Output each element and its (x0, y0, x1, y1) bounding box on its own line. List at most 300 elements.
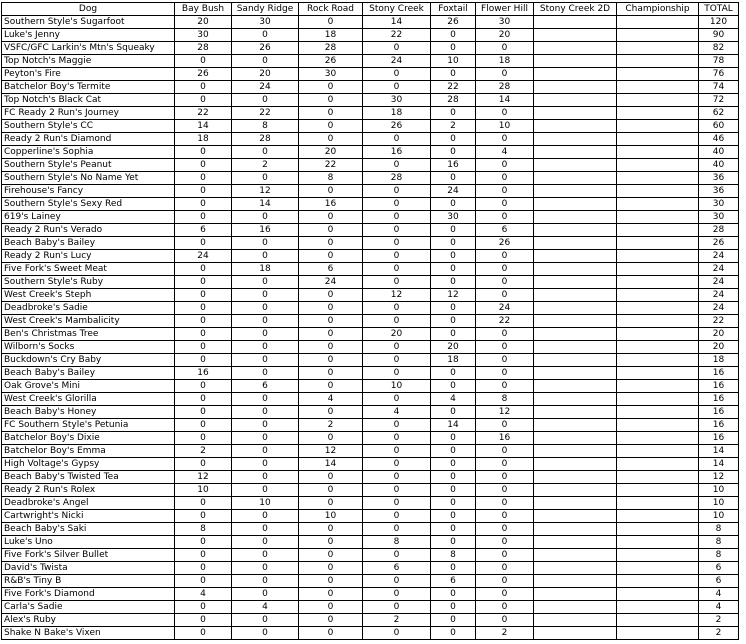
score-cell[interactable]: 6 (476, 224, 534, 237)
dog-name-cell[interactable]: Alex's Ruby (2, 614, 175, 627)
score-cell[interactable] (534, 42, 617, 55)
score-cell[interactable] (617, 588, 699, 601)
dog-name-cell[interactable]: Beach Baby's Honey (2, 406, 175, 419)
total-cell[interactable]: 16 (699, 432, 739, 445)
score-cell[interactable]: 12 (431, 289, 476, 302)
score-cell[interactable]: 0 (476, 68, 534, 81)
score-cell[interactable]: 0 (363, 302, 431, 315)
score-cell[interactable]: 0 (175, 211, 232, 224)
score-cell[interactable]: 0 (299, 523, 363, 536)
score-cell[interactable]: 0 (363, 432, 431, 445)
score-cell[interactable]: 0 (175, 510, 232, 523)
score-cell[interactable]: 0 (299, 562, 363, 575)
score-cell[interactable] (534, 185, 617, 198)
score-cell[interactable]: 0 (363, 419, 431, 432)
score-cell[interactable] (617, 406, 699, 419)
dog-name-cell[interactable]: Five Fork's Sweet Meat (2, 263, 175, 276)
score-cell[interactable]: 30 (232, 16, 299, 29)
score-cell[interactable] (534, 367, 617, 380)
score-cell[interactable]: 20 (363, 328, 431, 341)
score-cell[interactable] (617, 562, 699, 575)
score-cell[interactable]: 0 (299, 94, 363, 107)
score-cell[interactable]: 0 (175, 549, 232, 562)
score-cell[interactable]: 12 (476, 406, 534, 419)
score-cell[interactable]: 0 (363, 393, 431, 406)
dog-name-cell[interactable]: Ben's Christmas Tree (2, 328, 175, 341)
score-cell[interactable] (534, 224, 617, 237)
score-cell[interactable] (617, 302, 699, 315)
score-cell[interactable]: 0 (232, 523, 299, 536)
score-cell[interactable]: 10 (232, 497, 299, 510)
score-cell[interactable]: 0 (476, 523, 534, 536)
score-cell[interactable] (617, 263, 699, 276)
score-cell[interactable]: 0 (431, 497, 476, 510)
column-header[interactable]: Sandy Ridge (232, 3, 299, 16)
score-cell[interactable]: 30 (299, 68, 363, 81)
score-cell[interactable]: 0 (476, 536, 534, 549)
score-cell[interactable]: 14 (363, 16, 431, 29)
score-cell[interactable]: 0 (232, 289, 299, 302)
score-cell[interactable]: 0 (175, 289, 232, 302)
score-cell[interactable]: 0 (232, 588, 299, 601)
score-cell[interactable]: 0 (363, 159, 431, 172)
dog-name-cell[interactable]: Copperline's Sophia (2, 146, 175, 159)
score-cell[interactable]: 0 (232, 341, 299, 354)
score-cell[interactable] (534, 523, 617, 536)
score-cell[interactable]: 0 (476, 601, 534, 614)
score-cell[interactable]: 24 (431, 185, 476, 198)
score-cell[interactable]: 0 (299, 341, 363, 354)
score-cell[interactable]: 0 (363, 198, 431, 211)
score-cell[interactable]: 30 (476, 16, 534, 29)
score-cell[interactable] (534, 562, 617, 575)
score-cell[interactable]: 0 (476, 614, 534, 627)
score-cell[interactable]: 0 (232, 94, 299, 107)
score-cell[interactable]: 0 (299, 367, 363, 380)
score-cell[interactable]: 28 (431, 94, 476, 107)
score-cell[interactable]: 0 (175, 536, 232, 549)
score-cell[interactable]: 18 (175, 133, 232, 146)
score-cell[interactable]: 0 (299, 497, 363, 510)
score-cell[interactable] (534, 471, 617, 484)
score-cell[interactable] (617, 81, 699, 94)
score-cell[interactable]: 0 (175, 263, 232, 276)
score-cell[interactable] (617, 159, 699, 172)
score-cell[interactable]: 10 (431, 55, 476, 68)
score-cell[interactable]: 0 (363, 627, 431, 640)
score-cell[interactable]: 0 (476, 549, 534, 562)
score-cell[interactable] (534, 16, 617, 29)
score-cell[interactable] (534, 55, 617, 68)
score-cell[interactable]: 14 (175, 120, 232, 133)
score-cell[interactable]: 28 (476, 81, 534, 94)
score-cell[interactable]: 0 (232, 250, 299, 263)
score-cell[interactable]: 0 (476, 419, 534, 432)
dog-name-cell[interactable]: R&B's Tiny B (2, 575, 175, 588)
score-cell[interactable]: 22 (431, 81, 476, 94)
score-cell[interactable] (617, 471, 699, 484)
total-cell[interactable]: 2 (699, 627, 739, 640)
score-cell[interactable]: 0 (363, 250, 431, 263)
score-cell[interactable] (534, 263, 617, 276)
score-cell[interactable]: 0 (363, 237, 431, 250)
score-cell[interactable]: 0 (363, 211, 431, 224)
total-cell[interactable]: 28 (699, 224, 739, 237)
score-cell[interactable] (617, 380, 699, 393)
score-cell[interactable] (534, 393, 617, 406)
score-cell[interactable]: 10 (363, 380, 431, 393)
score-cell[interactable]: 16 (232, 224, 299, 237)
score-cell[interactable]: 30 (175, 29, 232, 42)
score-cell[interactable]: 28 (232, 133, 299, 146)
score-cell[interactable]: 8 (299, 172, 363, 185)
score-cell[interactable]: 0 (175, 614, 232, 627)
score-cell[interactable]: 0 (299, 406, 363, 419)
score-cell[interactable] (617, 458, 699, 471)
score-cell[interactable]: 0 (431, 614, 476, 627)
total-cell[interactable]: 36 (699, 172, 739, 185)
score-cell[interactable]: 0 (299, 81, 363, 94)
score-cell[interactable]: 8 (476, 393, 534, 406)
dog-name-cell[interactable]: Luke's Uno (2, 536, 175, 549)
score-cell[interactable]: 0 (299, 354, 363, 367)
score-cell[interactable]: 0 (431, 29, 476, 42)
score-cell[interactable]: 0 (299, 380, 363, 393)
score-cell[interactable]: 0 (431, 627, 476, 640)
score-cell[interactable]: 4 (232, 601, 299, 614)
score-cell[interactable]: 22 (175, 107, 232, 120)
score-cell[interactable] (617, 42, 699, 55)
score-cell[interactable]: 0 (299, 471, 363, 484)
dog-name-cell[interactable]: 619's Lainey (2, 211, 175, 224)
score-cell[interactable]: 0 (175, 55, 232, 68)
dog-name-cell[interactable]: Five Fork's Silver Bullet (2, 549, 175, 562)
score-cell[interactable]: 0 (431, 406, 476, 419)
score-cell[interactable]: 0 (299, 185, 363, 198)
score-cell[interactable]: 10 (175, 484, 232, 497)
score-cell[interactable]: 6 (232, 380, 299, 393)
score-cell[interactable]: 0 (363, 42, 431, 55)
total-cell[interactable]: 72 (699, 94, 739, 107)
score-cell[interactable]: 12 (363, 289, 431, 302)
score-cell[interactable]: 0 (476, 276, 534, 289)
score-cell[interactable]: 0 (476, 575, 534, 588)
score-cell[interactable]: 26 (299, 55, 363, 68)
score-cell[interactable]: 0 (175, 432, 232, 445)
score-cell[interactable]: 0 (232, 146, 299, 159)
score-cell[interactable]: 0 (363, 315, 431, 328)
total-cell[interactable]: 14 (699, 458, 739, 471)
score-cell[interactable]: 16 (363, 146, 431, 159)
score-cell[interactable] (617, 367, 699, 380)
score-cell[interactable]: 0 (175, 575, 232, 588)
score-cell[interactable] (617, 120, 699, 133)
score-cell[interactable]: 0 (363, 341, 431, 354)
score-cell[interactable] (617, 55, 699, 68)
dog-name-cell[interactable]: Southern Style's No Name Yet (2, 172, 175, 185)
score-cell[interactable]: 0 (476, 250, 534, 263)
score-cell[interactable]: 0 (431, 471, 476, 484)
score-cell[interactable]: 20 (299, 146, 363, 159)
score-cell[interactable]: 0 (232, 614, 299, 627)
score-cell[interactable]: 0 (232, 276, 299, 289)
total-cell[interactable]: 4 (699, 588, 739, 601)
score-cell[interactable]: 18 (232, 263, 299, 276)
score-cell[interactable] (534, 94, 617, 107)
score-cell[interactable] (534, 406, 617, 419)
score-cell[interactable] (534, 588, 617, 601)
score-cell[interactable] (617, 354, 699, 367)
score-cell[interactable]: 0 (431, 523, 476, 536)
score-cell[interactable]: 0 (175, 562, 232, 575)
score-cell[interactable] (534, 510, 617, 523)
dog-name-cell[interactable]: Batchelor Boy's Emma (2, 445, 175, 458)
score-cell[interactable]: 0 (363, 549, 431, 562)
score-cell[interactable]: 20 (431, 341, 476, 354)
score-cell[interactable]: 0 (175, 185, 232, 198)
score-cell[interactable] (617, 484, 699, 497)
score-cell[interactable]: 28 (363, 172, 431, 185)
score-cell[interactable]: 0 (431, 380, 476, 393)
score-cell[interactable] (534, 133, 617, 146)
score-cell[interactable]: 0 (232, 549, 299, 562)
score-cell[interactable]: 0 (476, 185, 534, 198)
score-cell[interactable]: 0 (476, 484, 534, 497)
column-header[interactable]: Foxtail (431, 3, 476, 16)
total-cell[interactable]: 62 (699, 107, 739, 120)
score-cell[interactable]: 0 (299, 315, 363, 328)
score-cell[interactable] (534, 536, 617, 549)
score-cell[interactable] (617, 211, 699, 224)
score-cell[interactable]: 0 (175, 172, 232, 185)
score-cell[interactable] (534, 484, 617, 497)
total-cell[interactable]: 10 (699, 484, 739, 497)
score-cell[interactable]: 0 (232, 302, 299, 315)
score-cell[interactable]: 0 (232, 510, 299, 523)
score-cell[interactable]: 0 (299, 133, 363, 146)
dog-name-cell[interactable]: Batchelor Boy's Termite (2, 81, 175, 94)
score-cell[interactable]: 0 (363, 185, 431, 198)
score-cell[interactable] (534, 315, 617, 328)
total-cell[interactable]: 20 (699, 328, 739, 341)
column-header[interactable]: Bay Bush (175, 3, 232, 16)
score-cell[interactable]: 0 (431, 588, 476, 601)
score-cell[interactable]: 0 (232, 211, 299, 224)
score-cell[interactable]: 0 (299, 614, 363, 627)
score-cell[interactable] (534, 575, 617, 588)
score-cell[interactable]: 0 (175, 276, 232, 289)
total-cell[interactable]: 76 (699, 68, 739, 81)
score-cell[interactable]: 16 (431, 159, 476, 172)
score-cell[interactable] (534, 432, 617, 445)
score-cell[interactable]: 0 (232, 354, 299, 367)
dog-name-cell[interactable]: Cartwright's Nicki (2, 510, 175, 523)
score-cell[interactable]: 0 (431, 42, 476, 55)
total-cell[interactable]: 6 (699, 575, 739, 588)
dog-name-cell[interactable]: West Creek's Steph (2, 289, 175, 302)
dog-name-cell[interactable]: Peyton's Fire (2, 68, 175, 81)
score-cell[interactable]: 24 (175, 250, 232, 263)
score-cell[interactable]: 30 (363, 94, 431, 107)
dog-name-cell[interactable]: West Creek's Glorilla (2, 393, 175, 406)
score-cell[interactable]: 0 (299, 250, 363, 263)
score-cell[interactable]: 30 (431, 211, 476, 224)
column-header[interactable]: Flower Hill (476, 3, 534, 16)
total-cell[interactable]: 6 (699, 562, 739, 575)
score-cell[interactable]: 0 (232, 367, 299, 380)
score-cell[interactable]: 18 (363, 107, 431, 120)
score-cell[interactable]: 0 (299, 237, 363, 250)
total-cell[interactable]: 40 (699, 159, 739, 172)
score-cell[interactable]: 0 (363, 510, 431, 523)
score-cell[interactable]: 0 (175, 198, 232, 211)
score-cell[interactable]: 0 (175, 406, 232, 419)
score-cell[interactable]: 0 (175, 354, 232, 367)
score-cell[interactable]: 6 (363, 562, 431, 575)
score-cell[interactable] (617, 575, 699, 588)
score-cell[interactable] (617, 393, 699, 406)
score-cell[interactable]: 0 (232, 575, 299, 588)
score-cell[interactable] (534, 601, 617, 614)
score-cell[interactable]: 0 (299, 484, 363, 497)
score-cell[interactable] (534, 497, 617, 510)
score-cell[interactable]: 0 (232, 393, 299, 406)
score-cell[interactable]: 0 (431, 367, 476, 380)
score-cell[interactable] (534, 29, 617, 42)
score-cell[interactable]: 4 (431, 393, 476, 406)
score-cell[interactable]: 20 (232, 68, 299, 81)
score-cell[interactable] (534, 68, 617, 81)
score-cell[interactable]: 0 (363, 601, 431, 614)
score-cell[interactable] (617, 627, 699, 640)
score-cell[interactable] (534, 81, 617, 94)
dog-name-cell[interactable]: High Voltage's Gypsy (2, 458, 175, 471)
score-cell[interactable]: 0 (431, 458, 476, 471)
score-cell[interactable] (534, 107, 617, 120)
score-cell[interactable]: 0 (363, 484, 431, 497)
score-cell[interactable]: 0 (476, 328, 534, 341)
score-cell[interactable]: 0 (232, 29, 299, 42)
score-cell[interactable] (617, 328, 699, 341)
score-cell[interactable]: 0 (232, 419, 299, 432)
score-cell[interactable]: 0 (431, 237, 476, 250)
total-cell[interactable]: 120 (699, 16, 739, 29)
score-cell[interactable] (617, 16, 699, 29)
score-cell[interactable]: 0 (431, 198, 476, 211)
score-cell[interactable] (617, 250, 699, 263)
score-cell[interactable]: 2 (476, 627, 534, 640)
score-cell[interactable]: 0 (299, 107, 363, 120)
score-cell[interactable]: 26 (476, 237, 534, 250)
score-cell[interactable]: 0 (232, 627, 299, 640)
score-cell[interactable] (534, 250, 617, 263)
score-cell[interactable]: 0 (299, 536, 363, 549)
total-cell[interactable]: 8 (699, 536, 739, 549)
dog-name-cell[interactable]: Ready 2 Run's Rolex (2, 484, 175, 497)
column-header[interactable]: Stony Creek (363, 3, 431, 16)
dog-name-cell[interactable]: Top Notch's Maggie (2, 55, 175, 68)
score-cell[interactable]: 8 (232, 120, 299, 133)
dog-name-cell[interactable]: Ready 2 Run's Lucy (2, 250, 175, 263)
total-cell[interactable]: 24 (699, 276, 739, 289)
score-cell[interactable]: 24 (363, 55, 431, 68)
total-cell[interactable]: 16 (699, 406, 739, 419)
dog-name-cell[interactable]: Ready 2 Run's Diamond (2, 133, 175, 146)
score-cell[interactable]: 0 (363, 276, 431, 289)
total-cell[interactable]: 24 (699, 302, 739, 315)
score-cell[interactable]: 0 (299, 588, 363, 601)
score-cell[interactable]: 0 (363, 575, 431, 588)
score-cell[interactable]: 0 (431, 536, 476, 549)
score-cell[interactable] (617, 172, 699, 185)
score-cell[interactable] (534, 341, 617, 354)
score-cell[interactable]: 0 (232, 484, 299, 497)
total-cell[interactable]: 30 (699, 198, 739, 211)
total-cell[interactable]: 20 (699, 341, 739, 354)
score-cell[interactable]: 0 (363, 458, 431, 471)
score-cell[interactable]: 0 (476, 133, 534, 146)
score-cell[interactable] (617, 536, 699, 549)
score-cell[interactable]: 0 (431, 510, 476, 523)
dog-name-cell[interactable]: FC Southern Style's Petunia (2, 419, 175, 432)
score-cell[interactable]: 16 (476, 432, 534, 445)
total-cell[interactable]: 8 (699, 523, 739, 536)
score-cell[interactable]: 0 (476, 107, 534, 120)
dog-name-cell[interactable]: Beach Baby's Twisted Tea (2, 471, 175, 484)
dog-name-cell[interactable]: Carla's Sadie (2, 601, 175, 614)
score-cell[interactable] (617, 198, 699, 211)
score-cell[interactable]: 0 (232, 55, 299, 68)
score-cell[interactable]: 0 (476, 497, 534, 510)
score-cell[interactable] (534, 380, 617, 393)
dog-name-cell[interactable]: Firehouse's Fancy (2, 185, 175, 198)
score-cell[interactable]: 0 (232, 536, 299, 549)
score-cell[interactable]: 0 (175, 302, 232, 315)
score-cell[interactable]: 0 (476, 471, 534, 484)
score-cell[interactable]: 0 (431, 172, 476, 185)
score-cell[interactable]: 0 (299, 328, 363, 341)
score-cell[interactable]: 26 (232, 42, 299, 55)
score-cell[interactable]: 22 (476, 315, 534, 328)
score-cell[interactable] (534, 120, 617, 133)
score-cell[interactable]: 0 (175, 328, 232, 341)
total-cell[interactable]: 74 (699, 81, 739, 94)
dog-name-cell[interactable]: Southern Style's Peanut (2, 159, 175, 172)
dog-name-cell[interactable]: Beach Baby's Bailey (2, 367, 175, 380)
score-cell[interactable]: 2 (232, 159, 299, 172)
score-cell[interactable]: 10 (299, 510, 363, 523)
score-cell[interactable] (534, 211, 617, 224)
score-cell[interactable]: 20 (175, 16, 232, 29)
total-cell[interactable]: 8 (699, 549, 739, 562)
score-cell[interactable]: 0 (363, 354, 431, 367)
score-cell[interactable]: 0 (232, 432, 299, 445)
score-cell[interactable]: 4 (476, 146, 534, 159)
score-cell[interactable]: 8 (363, 536, 431, 549)
score-cell[interactable]: 0 (299, 224, 363, 237)
score-cell[interactable]: 0 (299, 601, 363, 614)
score-cell[interactable] (617, 419, 699, 432)
score-cell[interactable]: 2 (299, 419, 363, 432)
score-cell[interactable]: 0 (431, 302, 476, 315)
score-cell[interactable]: 8 (175, 523, 232, 536)
score-cell[interactable]: 0 (299, 211, 363, 224)
score-cell[interactable] (534, 458, 617, 471)
score-cell[interactable]: 0 (476, 289, 534, 302)
score-cell[interactable]: 0 (232, 328, 299, 341)
score-cell[interactable]: 24 (232, 81, 299, 94)
score-cell[interactable]: 0 (431, 328, 476, 341)
